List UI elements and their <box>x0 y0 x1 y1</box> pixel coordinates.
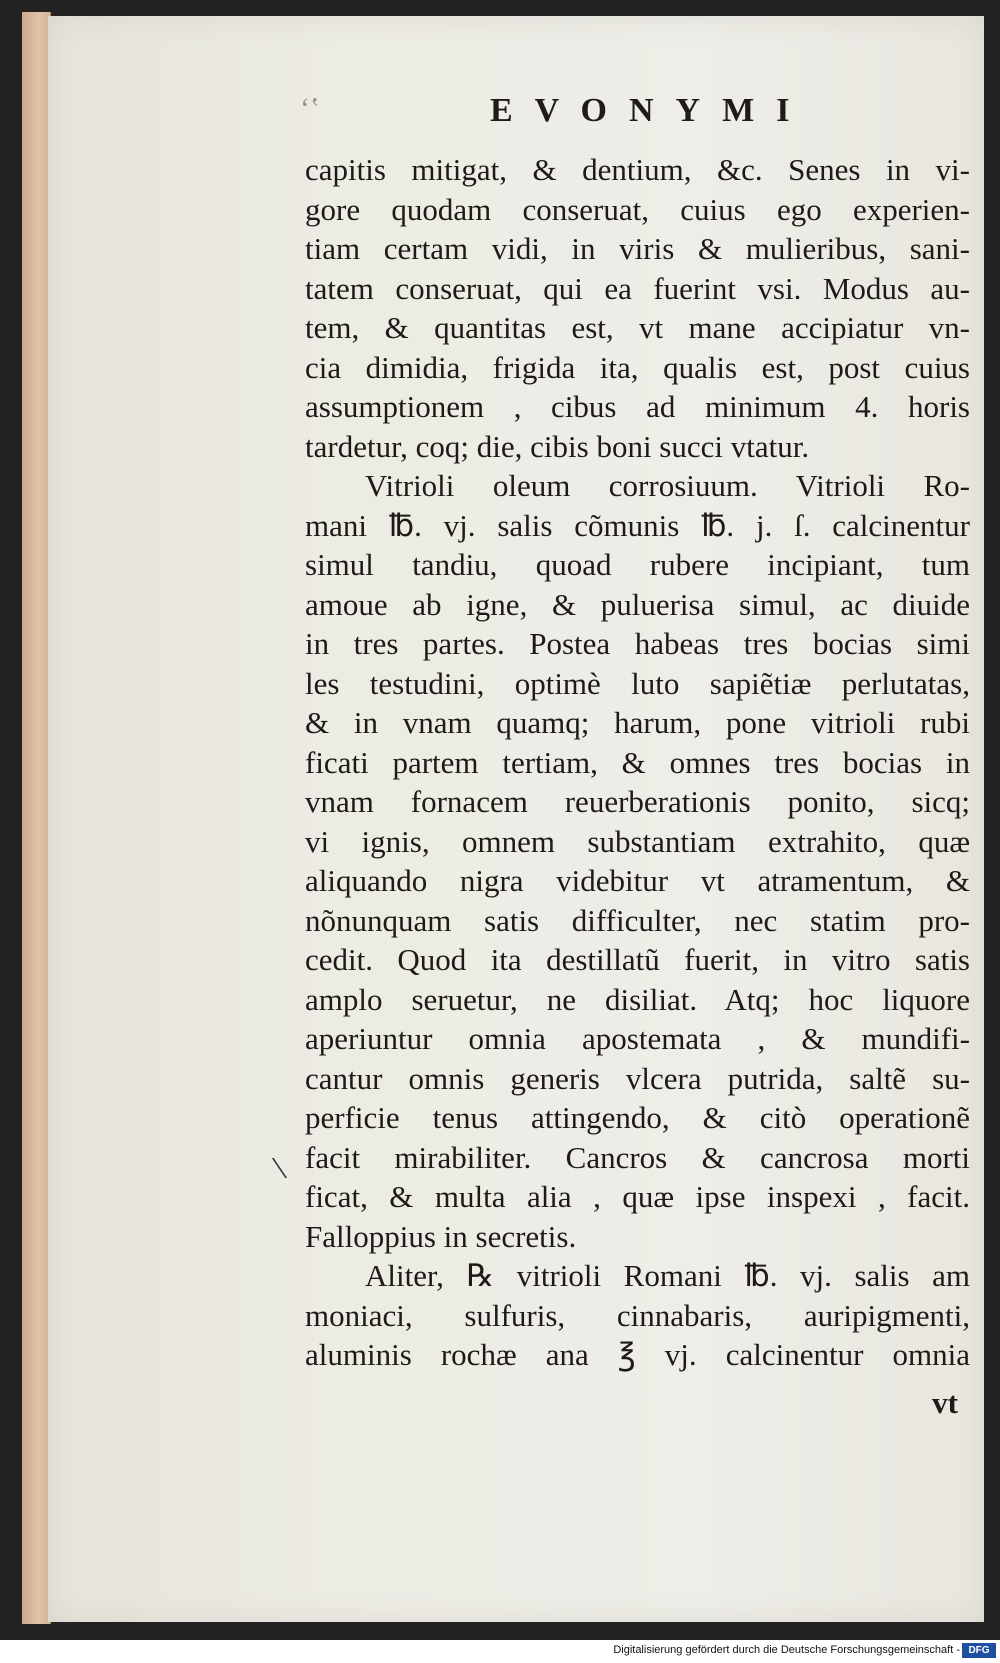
margin-pen-mark: \ <box>270 1149 289 1188</box>
text-line: gore quodam conseruat, cuius ego experien- <box>305 191 970 227</box>
text-line: tardetur, coq; die, cibis boni succi vtatur. <box>305 428 810 464</box>
paragraph-start-line: Vitrioli oleum corrosiuum. Vitrioli Ro- <box>365 468 970 503</box>
text-line: tiam certam vidi, in viris & mulieribus, sani- <box>305 231 970 266</box>
text-line: mani ℔. vj. salis cõmunis ℔. j. ſ. calcinentur <box>305 507 970 543</box>
text-line: nõnunquam satis difficulter, nec statim pro- <box>305 902 970 938</box>
text-line: tatem conseruat, qui ea fuerint vsi. Modus au- <box>305 270 970 306</box>
text-line: simul tandiu, quoad rubere incipiant, tum <box>305 547 970 582</box>
footer-bar <box>0 1640 1000 1663</box>
text-line: amoue ab igne, & puluerisa simul, ac diuide <box>305 586 970 622</box>
catchword: vt <box>932 1385 958 1420</box>
text-line: vnam fornacem reuerberationis ponito, sicq; <box>305 784 970 819</box>
text-block <box>305 150 970 1375</box>
text-line: facit mirabiliter. Cancros & cancrosa morti <box>305 1139 970 1175</box>
text-line: in tres partes. Postea habeas tres bocias simi <box>305 626 970 661</box>
text-line: & in vnam quamq; harum, pone vitrioli rubi <box>305 705 970 740</box>
text-line: Falloppius in secretis. <box>305 1218 577 1254</box>
text-line: aliquando nigra videbitur vt atramentum, & <box>305 863 970 898</box>
running-head: EVONYMI <box>490 92 812 129</box>
text-line: ficati partem tertiam, & omnes tres bocias in <box>305 744 970 780</box>
text-line: assumptionem , cibus ad minimum 4. horis <box>305 389 970 424</box>
text-line: cedit. Quod ita destillatũ fuerit, in vitro satis <box>305 942 970 977</box>
text-line: cantur omnis generis vlcera putrida, saltẽ su- <box>305 1060 970 1096</box>
text-line: capitis mitigat, & dentium, &c. Senes in vi- <box>305 152 970 187</box>
text-line: les testudini, optimè luto sapiẽtiæ perlutatas, <box>305 665 970 701</box>
page-edge <box>22 12 51 1624</box>
text-line: perficie tenus attingendo, & citò operationẽ <box>305 1100 970 1135</box>
text-line: tem, & quantitas est, vt mane accipiatur vn- <box>305 310 970 345</box>
footer-credit: Digitalisierung gefördert durch die Deutsche Forschungsgemeinschaft - <box>613 1644 960 1656</box>
text-line: cia dimidia, frigida ita, qualis est, post cuius <box>305 349 970 385</box>
header-ornament: ʻʽ <box>300 92 320 125</box>
text-line: amplo seruetur, ne disiliat. Atq; hoc liquore <box>305 981 970 1017</box>
text-line: vi ignis, omnem substantiam extrahito, quæ <box>305 823 970 859</box>
text-line: aperiuntur omnia apostemata , & mundifi- <box>305 1021 970 1056</box>
text-line: aluminis rochæ ana ℥ vj. calcinentur omnia <box>305 1337 970 1372</box>
text-line: moniaci, sulfuris, cinnabaris, auripigmenti, <box>305 1297 970 1333</box>
dfg-logo: DFG <box>962 1643 996 1658</box>
text-line: ficat, & multa alia , quæ ipse inspexi , facit. <box>305 1179 970 1214</box>
paragraph-start-line: Aliter, ℞ vitrioli Romani ℔. vj. salis am <box>365 1258 970 1293</box>
page-header <box>300 92 960 136</box>
